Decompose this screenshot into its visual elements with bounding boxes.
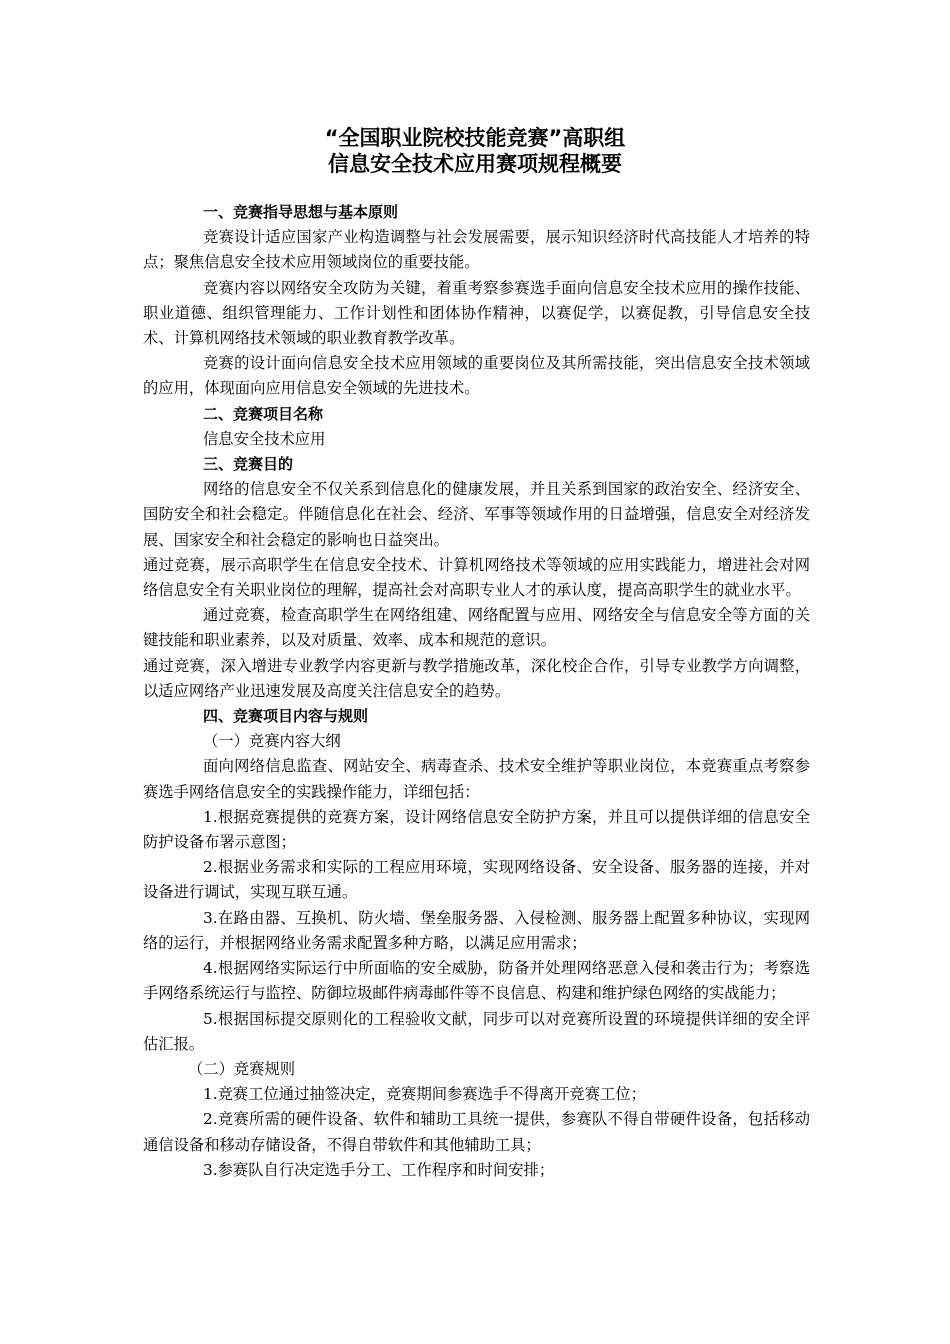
section-heading: 一、竞赛指导思想与基本原则	[203, 203, 399, 221]
list-item: 3.在路由器、互换机、防火墙、堡垒服务器、入侵检测、服务器上配置多种协议，实现网络的运行，并根据网络业务需求配置多种方略，以满足应用需求；	[143, 908, 810, 952]
paragraph: 网络的信息安全不仅关系到信息化的健康发展，并且关系到国家的政治安全、经济安全、国防安全和社会稳定。伴随信息化在社会、经济、军事等领域作用的日益增强，信息安全对经济发展、国家安全和社会稳定的影响也日益突出。	[143, 480, 810, 549]
section-heading: 三、竞赛目的	[203, 455, 294, 474]
paragraph: 竞赛设计适应国家产业构造调整与社会发展需要，展示知识经济时代高技能人才培养的特点；聚焦信息安全技术应用领域岗位的重要技能。	[143, 228, 810, 272]
list-item: 2.根据业务需求和实际的工程应用环境，实现网络设备、安全设备、服务器的连接，并对设备进行调试，实现互联互通。	[143, 858, 810, 902]
list-item: 1.竞赛工位通过抽签决定，竞赛期间参赛选手不得离开竞赛工位；	[203, 1085, 646, 1104]
document-body	[143, 200, 810, 1183]
section-heading: 二、竞赛项目名称	[203, 404, 324, 423]
paragraph: 信息安全技术应用	[203, 429, 326, 448]
section-heading: 四、竞赛项目内容与规则	[203, 707, 369, 726]
subsection-heading: （一）竞赛内容大纲	[203, 732, 341, 751]
list-item: 2.竞赛所需的硬件设备、软件和辅助工具统一提供，参赛队不得自带硬件设备，包括移动通信设备和移动存储设备，不得自带软件和其他辅助工具；	[143, 1110, 810, 1154]
paragraph: 通过竞赛，展示高职学生在信息安全技术、计算机网络技术等领域的应用实践能力，增进社会对网络信息安全有关职业岗位的理解，提高社会对高职专业人才的承认度，提高高职学生的就业水平。	[143, 555, 810, 600]
paragraph: 竞赛内容以网络安全攻防为关键，着重考察参赛选手面向信息安全技术应用的操作技能、职业道德、组织管理能力、工作计划性和团体协作精神，以赛促学，以赛促教，引导信息安全技术、计算机网络技术领域的职业教育教学改革。	[143, 278, 810, 348]
list-item: 4.根据网络实际运行中所面临的安全威胁，防备并处理网络恶意入侵和袭击行为；考察选手网络系统运行与监控、防御垃圾邮件病毒邮件等不良信息、构建和维护绿色网络的实战能力；	[143, 959, 810, 1003]
document-title-line-1: “全国职业院校技能竞赛”高职组	[324, 126, 626, 150]
list-item: 1.根据竞赛提供的竞赛方案，设计网络信息安全防护方案，并且可以提供详细的信息安全防护设备布署示意图；	[143, 807, 810, 852]
paragraph: 面向网络信息监查、网站安全、病毒查杀、技术安全维护等职业岗位，本竞赛重点考察参赛选手网络信息安全的实践操作能力，详细包括：	[143, 757, 810, 801]
subsection-heading: （二）竞赛规则	[188, 1059, 296, 1078]
list-item: 3.参赛队自行决定选手分工、工作程序和时间安排；	[203, 1160, 555, 1179]
document-title-line-2: 信息安全技术应用赛项规程概要	[328, 152, 622, 176]
paragraph: 通过竞赛，深入增进专业教学内容更新与教学措施改革，深化校企合作，引导专业教学方向调整，以适应网络产业迅速发展及高度关注信息安全的趋势。	[143, 656, 810, 700]
paragraph: 通过竞赛，检查高职学生在网络组建、网络配置与应用、网络安全与信息安全等方面的关键技能和职业素养，以及对质量、效率、成本和规范的意识。	[143, 606, 810, 650]
list-item: 5.根据国标提交原则化的工程验收文献，同步可以对竞赛所设置的环境提供详细的安全评估汇报。	[143, 1009, 810, 1053]
paragraph: 竞赛的设计面向信息安全技术应用领域的重要岗位及其所需技能，突出信息安全技术领域的应用，体现面向应用信息安全领域的先进技术。	[143, 354, 810, 398]
